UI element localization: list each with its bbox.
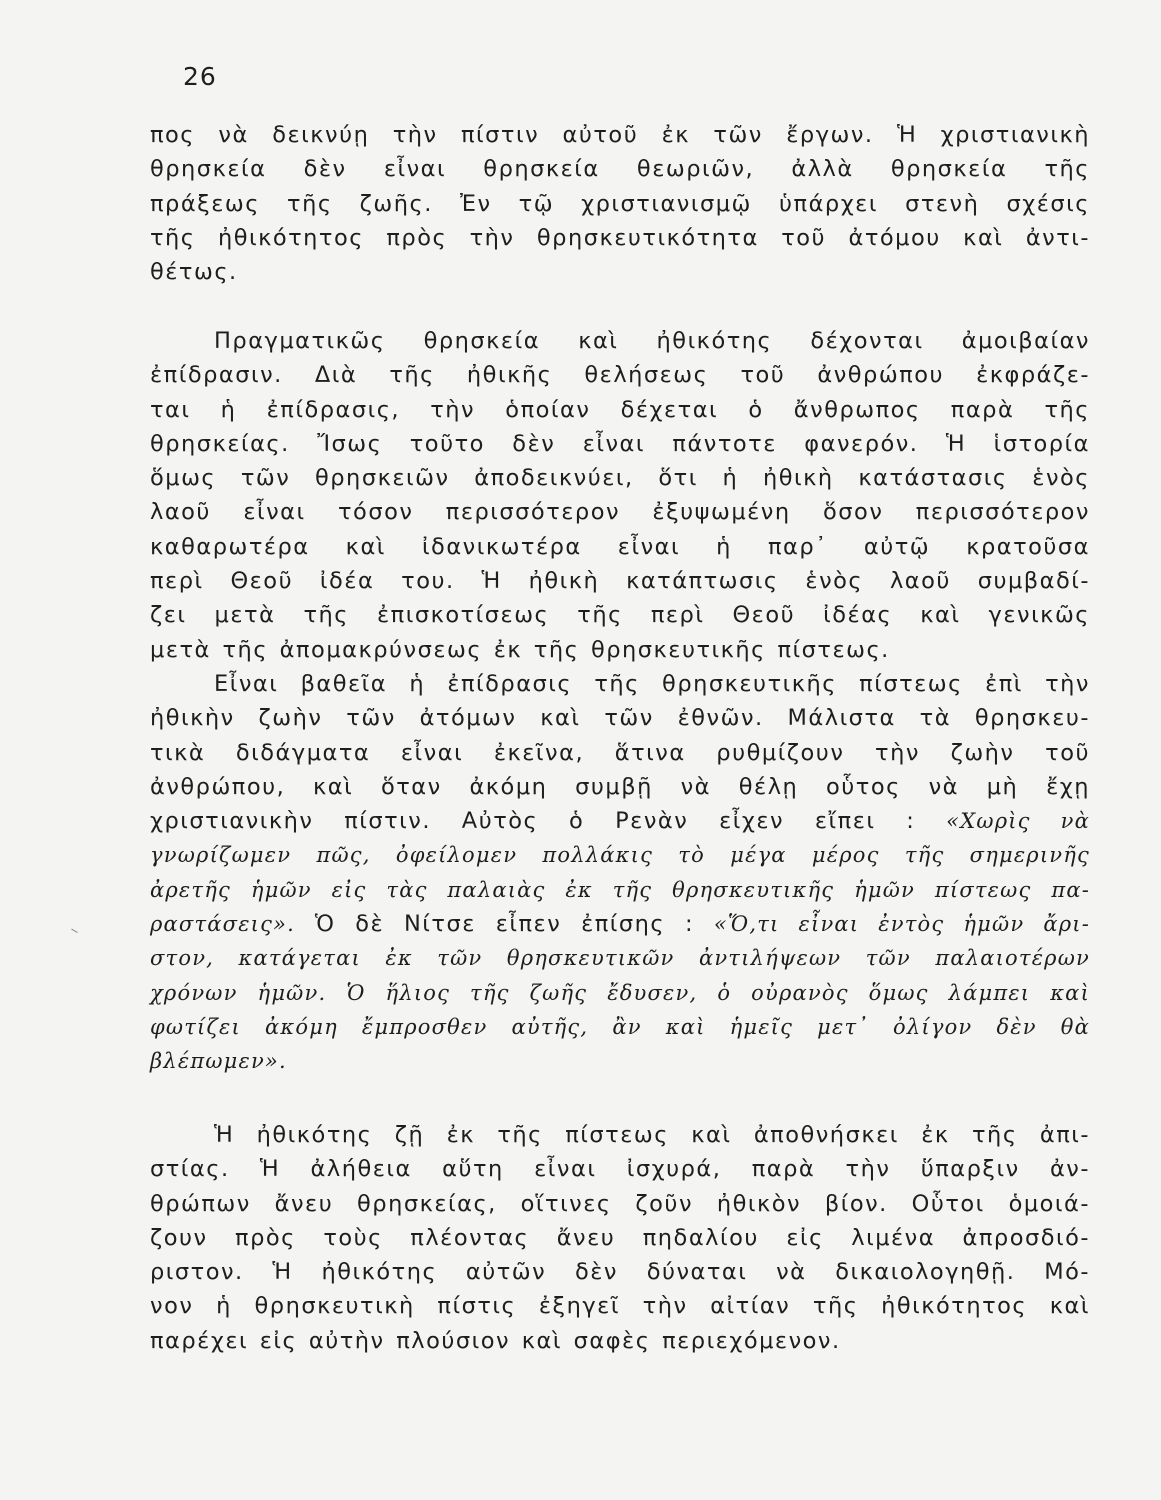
text-line: τῆς ἠθικότητος πρὸς τὴν θρησκευτικότητα τοῦ ἀτόμου καὶ ἀντι- [150,224,1090,251]
text-line: ζει μετὰ τῆς ἐπισκοτίσεως τῆς περὶ Θεοῦ ἰδέας καὶ γενικῶς [150,602,1090,629]
text-line: καθαρωτέρα καὶ ἰδανικωτέρα εἶναι ἡ παρ᾽ αὐτῷ κρατοῦσα [150,533,1090,560]
text-line-mixed [150,907,1090,941]
text-line: ριστον. Ἡ ἠθικότης αὐτῶν δὲν δύναται νὰ δικαιολογηθῇ. Μό- [150,1259,1090,1286]
text-line: ται ἡ ἐπίδρασις, τὴν ὁποίαν δέχεται ὁ ἄνθρωπος παρὰ τῆς [150,396,1090,423]
text-line: ἐπίδρασιν. Διὰ τῆς ἠθικῆς θελήσεως τοῦ ἀνθρώπου ἐκφράζε- [150,362,1090,389]
text-line: Πραγματικῶς θρησκεία καὶ ἠθικότης δέχονται ἀμοιβαίαν [214,328,1090,354]
text-line: ὅμως τῶν θρησκειῶν ἀποδεικνύει, ὅτι ἡ ἠθικὴ κατάστασις ἑνὸς [150,465,1090,492]
text-line-mixed [150,804,1090,838]
text-line: μετὰ τῆς ἀπομακρύνσεως ἐκ τῆς θρησκευτικῆς πίστεως. [150,636,890,663]
quote-line: φωτίζει ἀκόμη ἔμπροσθεν αὐτῆς, ἂν καὶ ἡμεῖς μετ᾽ ὀλίγον δὲν θὰ [150,1014,1090,1039]
text-line: Εἶναι βαθεῖα ἡ ἐπίδρασις τῆς θρησκευτικῆς πίστεως ἐπὶ τὴν [214,670,1090,697]
paragraph-3 [150,1118,1090,1358]
paragraph-2 [150,324,1090,1079]
quote-segment: ραστάσεις». [150,912,295,937]
text-line: περὶ Θεοῦ ἰδέα του. Ἡ ἠθικὴ κατάπτωσις ἑνὸς λαοῦ συμβαδί- [150,568,1090,595]
quote-segment: «Χωρὶς νὰ [946,809,1091,834]
text-line: νον ἡ θρησκευτικὴ πίστις ἐξηγεῖ τὴν αἰτίαν τῆς ἠθικότητος καὶ [150,1293,1090,1320]
quote-segment: «Ὅ,τι εἶναι ἐντὸς ἡμῶν ἄρι- [713,912,1090,937]
paragraph-1 [150,118,1090,289]
quote-line: γνωρίζωμεν πῶς, ὀφείλομεν πολλάκις τὸ μέγα μέρος τῆς σημερινῆς [150,843,1090,868]
text-segment: Ὁ δὲ Νίτσε εἶπεν ἐπίσης : [314,911,695,938]
text-line: λαοῦ εἶναι τόσον περισσότερον ἐξυψωμένη ὅσον περισσότερον [150,499,1090,526]
quote-line: στον, κατάγεται ἐκ τῶν θρησκευτικῶν ἀντιλήψεων τῶν παλαιοτέρων [150,946,1090,971]
text-line: θρησκείας. Ἴσως τοῦτο δὲν εἶναι πάντοτε φανερόν. Ἡ ἱστορία [150,430,1090,457]
quote-line: ἀρετῆς ἡμῶν εἰς τὰς παλαιὰς ἐκ τῆς θρησκευτικῆς ἡμῶν πίστεως πα- [150,877,1090,902]
text-line: θέτως. [150,259,238,286]
page-number: 26 [183,62,217,91]
text-line: θρησκεία δὲν εἶναι θρησκεία θεωριῶν, ἀλλὰ θρησκεία τῆς [150,156,1090,183]
text-line: ζουν πρὸς τοὺς πλέοντας ἄνευ πηδαλίου εἰς λιμένα ἀπροσδιό- [150,1224,1090,1251]
text-line: πράξεως τῆς ζωῆς. Ἐν τῷ χριστιανισμῷ ὑπάρχει στενὴ σχέσις [150,190,1090,217]
text-line: θρώπων ἄνευ θρησκείας, οἵτινες ζοῦν ἠθικὸν βίον. Οὗτοι ὁμοιά- [150,1190,1090,1217]
text-line: τικὰ διδάγματα εἶναι ἐκεῖνα, ἅτινα ρυθμίζουν τὴν ζωὴν τοῦ [150,739,1090,766]
quote-line: βλέπωμεν». [150,1049,287,1074]
text-line: ἠθικὴν ζωὴν τῶν ἀτόμων καὶ τῶν ἐθνῶν. Μάλιστα τὰ θρησκευ- [150,705,1090,732]
quote-line: χρόνων ἡμῶν. Ὁ ἥλιος τῆς ζωῆς ἔδυσεν, ὁ οὐρανὸς ὅμως λάμπει καὶ [150,980,1090,1005]
margin-mark [69,929,78,937]
text-line: ἀνθρώπου, καὶ ὅταν ἀκόμη συμβῇ νὰ θέλῃ οὗτος νὰ μὴ ἔχῃ [150,773,1090,800]
text-line: στίας. Ἡ ἀλήθεια αὕτη εἶναι ἰσχυρά, παρὰ τὴν ὕπαρξιν ἀν- [150,1156,1090,1183]
text-line: πος νὰ δεικνύῃ τὴν πίστιν αὐτοῦ ἐκ τῶν ἔργων. Ἡ χριστιανικὴ [150,122,1090,148]
text-line: Ἡ ἠθικότης ζῇ ἐκ τῆς πίστεως καὶ ἀποθνήσκει ἐκ τῆς ἀπι- [214,1122,1090,1148]
text-segment: χριστιανικὴν πίστιν. Αὐτὸς ὁ Ρενὰν εἶχεν εἴπει : [150,808,916,835]
text-line: παρέχει εἰς αὐτὴν πλούσιον καὶ σαφὲς περιεχόμενον. [150,1327,841,1354]
